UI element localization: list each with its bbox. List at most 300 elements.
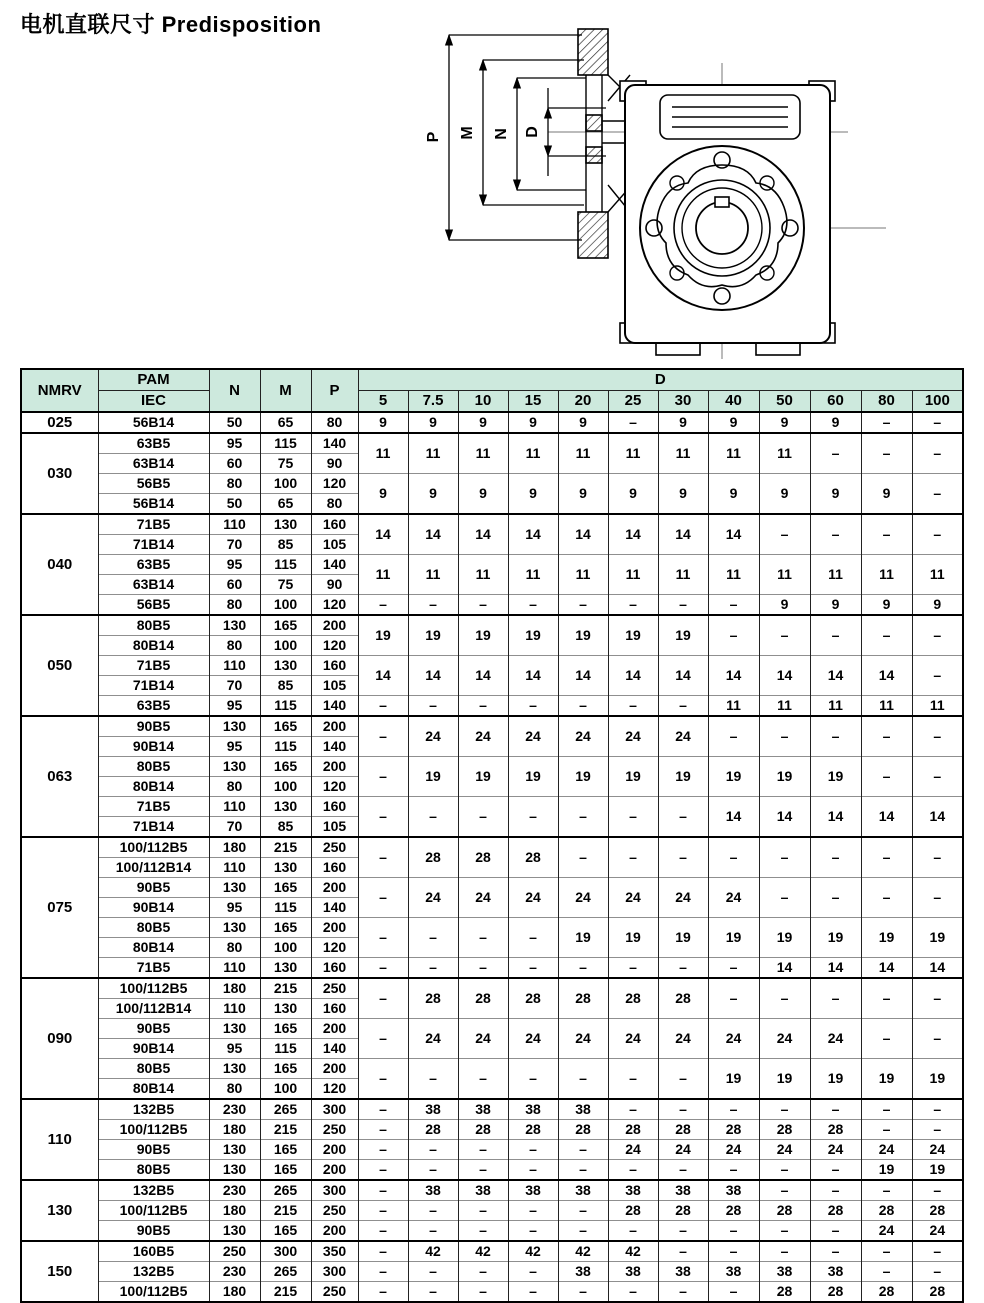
m-value-cell: 115 (260, 555, 311, 575)
m-value-cell: 165 (260, 615, 311, 636)
d-value-cell: 11 (759, 555, 810, 595)
m-value-cell: 265 (260, 1099, 311, 1120)
d-value-cell: 14 (508, 514, 558, 555)
n-value-cell: 250 (209, 1241, 260, 1262)
table-row (21, 656, 963, 676)
d-value-cell: – (658, 595, 708, 616)
d-value-cell: – (861, 1180, 912, 1201)
d-value-cell: 24 (658, 716, 708, 757)
d-value-cell: 14 (861, 958, 912, 979)
p-value-cell: 120 (311, 474, 358, 494)
d-value-cell: 19 (759, 757, 810, 797)
iec-flange-cell: 90B5 (98, 1221, 209, 1242)
d-value-cell: – (759, 1160, 810, 1181)
nmrv-size-cell: 063 (21, 716, 98, 837)
d-value-cell: 19 (708, 757, 759, 797)
p-value-cell: 140 (311, 737, 358, 757)
iec-flange-cell: 90B14 (98, 737, 209, 757)
d-value-cell: 9 (408, 412, 458, 433)
d-value-cell: – (508, 1160, 558, 1181)
m-value-cell: 215 (260, 1201, 311, 1221)
iec-flange-cell: 90B14 (98, 898, 209, 918)
n-value-cell: 130 (209, 1140, 260, 1160)
d-value-cell: 9 (458, 412, 508, 433)
d-value-cell: 28 (759, 1282, 810, 1303)
d-value-cell: 11 (608, 433, 658, 474)
dim-label-n: N (493, 128, 510, 140)
d-value-cell: 14 (658, 656, 708, 696)
iec-flange-cell: 80B5 (98, 1160, 209, 1181)
d-value-cell: – (810, 1241, 861, 1262)
n-value-cell: 180 (209, 1282, 260, 1303)
d-value-cell: – (508, 797, 558, 838)
d-value-cell: 24 (708, 1140, 759, 1160)
d-value-cell: – (861, 1120, 912, 1140)
d-value-cell: 14 (912, 958, 963, 979)
header-d-tick: 20 (558, 391, 608, 413)
p-value-cell: 160 (311, 656, 358, 676)
gearbox-technical-drawing (420, 25, 890, 363)
d-value-cell: 14 (759, 958, 810, 979)
n-value-cell: 180 (209, 1120, 260, 1140)
iec-flange-cell: 90B5 (98, 716, 209, 737)
d-value-cell: – (408, 1059, 458, 1100)
d-value-cell: – (508, 1140, 558, 1160)
header-d-tick: 10 (458, 391, 508, 413)
d-value-cell: – (358, 1059, 408, 1100)
d-value-cell: – (358, 716, 408, 757)
d-value-cell: – (912, 978, 963, 1019)
d-value-cell: 9 (358, 412, 408, 433)
m-value-cell: 215 (260, 1282, 311, 1303)
m-value-cell: 215 (260, 978, 311, 999)
d-value-cell: 38 (658, 1262, 708, 1282)
n-value-cell: 80 (209, 636, 260, 656)
d-value-cell: 24 (558, 1019, 608, 1059)
d-value-cell: – (912, 1099, 963, 1120)
d-value-cell: – (759, 837, 810, 878)
m-value-cell: 265 (260, 1180, 311, 1201)
d-value-cell: – (458, 1160, 508, 1181)
table-row (21, 1201, 963, 1221)
d-value-cell: – (608, 595, 658, 616)
iec-flange-cell: 80B14 (98, 777, 209, 797)
n-value-cell: 95 (209, 1039, 260, 1059)
p-value-cell: 250 (311, 1282, 358, 1303)
table-row (21, 797, 963, 817)
n-value-cell: 50 (209, 412, 260, 433)
p-value-cell: 105 (311, 817, 358, 838)
n-value-cell: 110 (209, 958, 260, 979)
iec-flange-cell: 71B14 (98, 676, 209, 696)
n-value-cell: 110 (209, 797, 260, 817)
n-value-cell: 80 (209, 1079, 260, 1100)
d-value-cell: – (861, 514, 912, 555)
d-value-cell: – (458, 918, 508, 958)
m-value-cell: 85 (260, 817, 311, 838)
d-value-cell: 38 (408, 1180, 458, 1201)
d-value-cell: 11 (861, 555, 912, 595)
d-value-cell: – (458, 1201, 508, 1221)
d-value-cell: – (708, 1221, 759, 1242)
d-value-cell: 9 (912, 595, 963, 616)
m-value-cell: 265 (260, 1262, 311, 1282)
p-value-cell: 250 (311, 837, 358, 858)
table-row (21, 1099, 963, 1120)
iec-flange-cell: 71B5 (98, 958, 209, 979)
d-value-cell: 14 (408, 514, 458, 555)
d-value-cell: 24 (508, 1019, 558, 1059)
d-value-cell: – (658, 1160, 708, 1181)
d-value-cell: 11 (708, 696, 759, 717)
nmrv-size-cell: 075 (21, 837, 98, 978)
d-value-cell: – (358, 757, 408, 797)
d-value-cell: 24 (708, 878, 759, 918)
table-row (21, 978, 963, 999)
iec-flange-cell: 100/112B5 (98, 1201, 209, 1221)
d-value-cell: 14 (608, 656, 658, 696)
d-value-cell: – (658, 1059, 708, 1100)
d-value-cell: – (861, 615, 912, 656)
p-value-cell: 120 (311, 938, 358, 958)
d-value-cell: – (810, 716, 861, 757)
d-value-cell: – (508, 958, 558, 979)
m-value-cell: 130 (260, 858, 311, 878)
header-d-tick: 30 (658, 391, 708, 413)
table-row (21, 412, 963, 433)
p-value-cell: 140 (311, 433, 358, 454)
table-row (21, 474, 963, 494)
d-value-cell: – (358, 1262, 408, 1282)
d-value-cell: 14 (558, 514, 608, 555)
d-value-cell: – (458, 797, 508, 838)
d-value-cell: – (358, 1180, 408, 1201)
d-value-cell: 19 (810, 757, 861, 797)
d-value-cell: – (358, 978, 408, 1019)
table-row (21, 1241, 963, 1262)
d-value-cell: – (708, 958, 759, 979)
d-value-cell: 19 (508, 757, 558, 797)
m-value-cell: 165 (260, 878, 311, 898)
d-value-cell: – (658, 696, 708, 717)
d-value-cell: – (759, 1099, 810, 1120)
d-value-cell: – (358, 1282, 408, 1303)
d-value-cell: – (810, 433, 861, 474)
n-value-cell: 110 (209, 656, 260, 676)
d-value-cell: – (558, 1201, 608, 1221)
m-value-cell: 165 (260, 716, 311, 737)
p-value-cell: 105 (311, 676, 358, 696)
d-value-cell: 28 (408, 978, 458, 1019)
p-value-cell: 120 (311, 636, 358, 656)
d-value-cell: 19 (708, 1059, 759, 1100)
dim-label-m: M (459, 126, 476, 140)
d-value-cell: 11 (408, 433, 458, 474)
d-value-cell: – (558, 1160, 608, 1181)
p-value-cell: 90 (311, 454, 358, 474)
d-value-cell: 14 (861, 656, 912, 696)
d-value-cell: 24 (508, 878, 558, 918)
d-value-cell: 19 (810, 918, 861, 958)
p-value-cell: 140 (311, 555, 358, 575)
d-value-cell: 14 (810, 797, 861, 838)
d-value-cell: 19 (912, 918, 963, 958)
d-value-cell: 24 (658, 1019, 708, 1059)
d-value-cell: 14 (759, 797, 810, 838)
d-value-cell: 19 (458, 615, 508, 656)
d-value-cell: – (558, 1282, 608, 1303)
d-value-cell: – (861, 1019, 912, 1059)
d-value-cell: 9 (810, 595, 861, 616)
d-value-cell: 11 (558, 555, 608, 595)
d-value-cell: – (912, 412, 963, 433)
iec-flange-cell: 100/112B5 (98, 1282, 209, 1303)
d-value-cell: 42 (458, 1241, 508, 1262)
d-value-cell: – (708, 595, 759, 616)
d-value-cell: – (458, 1140, 508, 1160)
d-value-cell: 9 (861, 595, 912, 616)
p-value-cell: 80 (311, 412, 358, 433)
d-value-cell: – (912, 1180, 963, 1201)
d-value-cell: – (810, 615, 861, 656)
iec-flange-cell: 63B5 (98, 433, 209, 454)
d-value-cell: 11 (608, 555, 658, 595)
d-value-cell: 38 (508, 1180, 558, 1201)
d-value-cell: – (408, 1262, 458, 1282)
m-value-cell: 85 (260, 676, 311, 696)
d-value-cell: 24 (408, 878, 458, 918)
n-value-cell: 110 (209, 999, 260, 1019)
m-value-cell: 300 (260, 1241, 311, 1262)
d-value-cell: – (358, 1019, 408, 1059)
d-value-cell: – (358, 1160, 408, 1181)
d-value-cell: – (912, 1019, 963, 1059)
header-d: D (358, 369, 963, 391)
m-value-cell: 65 (260, 412, 311, 433)
m-value-cell: 100 (260, 595, 311, 616)
n-value-cell: 95 (209, 898, 260, 918)
d-value-cell: – (708, 1160, 759, 1181)
d-value-cell: – (658, 1221, 708, 1242)
d-value-cell: 9 (408, 474, 458, 515)
table-row (21, 757, 963, 777)
d-value-cell: 19 (912, 1160, 963, 1181)
d-value-cell: 38 (708, 1180, 759, 1201)
d-value-cell: – (558, 837, 608, 878)
d-value-cell: 24 (861, 1140, 912, 1160)
d-value-cell: 28 (861, 1282, 912, 1303)
iec-flange-cell: 56B14 (98, 494, 209, 515)
d-value-cell: 19 (861, 1160, 912, 1181)
d-value-cell: 14 (810, 958, 861, 979)
d-value-cell: – (508, 1221, 558, 1242)
d-value-cell: – (658, 797, 708, 838)
d-value-cell: – (861, 1099, 912, 1120)
d-value-cell: 28 (759, 1201, 810, 1221)
d-value-cell: – (558, 958, 608, 979)
nmrv-size-cell: 030 (21, 433, 98, 514)
d-value-cell: 38 (708, 1262, 759, 1282)
m-value-cell: 130 (260, 999, 311, 1019)
d-value-cell: 24 (608, 1019, 658, 1059)
d-value-cell: 28 (708, 1201, 759, 1221)
d-value-cell: 11 (759, 433, 810, 474)
p-value-cell: 160 (311, 514, 358, 535)
m-value-cell: 165 (260, 757, 311, 777)
d-value-cell: 11 (458, 433, 508, 474)
d-value-cell: 38 (408, 1099, 458, 1120)
d-value-cell: 24 (608, 878, 658, 918)
iec-flange-cell: 132B5 (98, 1099, 209, 1120)
d-value-cell: 9 (759, 412, 810, 433)
n-value-cell: 130 (209, 1160, 260, 1181)
d-value-cell: 9 (759, 474, 810, 515)
d-value-cell: 14 (358, 514, 408, 555)
header-d-tick: 100 (912, 391, 963, 413)
n-value-cell: 130 (209, 1059, 260, 1079)
d-value-cell: 24 (608, 1140, 658, 1160)
p-value-cell: 140 (311, 696, 358, 717)
p-value-cell: 200 (311, 615, 358, 636)
m-value-cell: 100 (260, 777, 311, 797)
p-value-cell: 200 (311, 1221, 358, 1242)
d-value-cell: – (608, 1221, 658, 1242)
d-value-cell: 24 (861, 1221, 912, 1242)
iec-flange-cell: 71B5 (98, 514, 209, 535)
d-value-cell: – (358, 878, 408, 918)
d-value-cell: 11 (708, 433, 759, 474)
iec-flange-cell: 80B5 (98, 918, 209, 938)
d-value-cell: – (810, 878, 861, 918)
p-value-cell: 200 (311, 1160, 358, 1181)
d-value-cell: 28 (458, 978, 508, 1019)
d-value-cell: – (358, 837, 408, 878)
iec-flange-cell: 132B5 (98, 1180, 209, 1201)
n-value-cell: 180 (209, 837, 260, 858)
d-value-cell: – (912, 837, 963, 878)
d-value-cell: 24 (408, 716, 458, 757)
m-value-cell: 75 (260, 575, 311, 595)
n-value-cell: 230 (209, 1262, 260, 1282)
d-value-cell: – (759, 1241, 810, 1262)
p-value-cell: 120 (311, 1079, 358, 1100)
m-value-cell: 100 (260, 938, 311, 958)
d-value-cell: – (912, 1241, 963, 1262)
p-value-cell: 300 (311, 1262, 358, 1282)
d-value-cell: 38 (558, 1262, 608, 1282)
d-value-cell: – (558, 1059, 608, 1100)
iec-flange-cell: 100/112B5 (98, 1120, 209, 1140)
d-value-cell: – (408, 918, 458, 958)
d-value-cell: 28 (658, 1120, 708, 1140)
nmrv-size-cell: 150 (21, 1241, 98, 1302)
d-value-cell: 24 (458, 716, 508, 757)
d-value-cell: 14 (508, 656, 558, 696)
n-value-cell: 70 (209, 535, 260, 555)
p-value-cell: 200 (311, 1140, 358, 1160)
d-value-cell: 11 (912, 555, 963, 595)
p-value-cell: 200 (311, 1019, 358, 1039)
d-value-cell: 28 (558, 978, 608, 1019)
d-value-cell: – (912, 474, 963, 515)
header-d-tick: 80 (861, 391, 912, 413)
d-value-cell: 28 (508, 1120, 558, 1140)
d-value-cell: 11 (810, 555, 861, 595)
d-value-cell: – (408, 696, 458, 717)
table-row (21, 514, 963, 535)
page-title: 电机直联尺寸 Predisposition (20, 12, 322, 37)
p-value-cell: 200 (311, 878, 358, 898)
d-value-cell: 28 (810, 1201, 861, 1221)
d-value-cell: – (458, 958, 508, 979)
d-value-cell: – (759, 514, 810, 555)
iec-flange-cell: 63B5 (98, 696, 209, 717)
p-value-cell: 300 (311, 1099, 358, 1120)
d-value-cell: 9 (458, 474, 508, 515)
d-value-cell: – (458, 1221, 508, 1242)
d-value-cell: – (708, 716, 759, 757)
d-value-cell: 42 (508, 1241, 558, 1262)
iec-flange-cell: 71B14 (98, 535, 209, 555)
gearbox-drawing-svg (420, 25, 890, 363)
d-value-cell: 14 (658, 514, 708, 555)
d-value-cell: 11 (658, 433, 708, 474)
d-value-cell: 38 (810, 1262, 861, 1282)
d-value-cell: 28 (458, 1120, 508, 1140)
m-value-cell: 165 (260, 1059, 311, 1079)
iec-flange-cell: 71B5 (98, 797, 209, 817)
d-value-cell: – (861, 978, 912, 1019)
iec-flange-cell: 160B5 (98, 1241, 209, 1262)
header-p: P (311, 369, 358, 412)
nmrv-size-cell: 090 (21, 978, 98, 1099)
d-value-cell: 14 (408, 656, 458, 696)
d-value-cell: 14 (708, 514, 759, 555)
d-value-cell: 11 (558, 433, 608, 474)
d-value-cell: 11 (458, 555, 508, 595)
header-d-tick: 50 (759, 391, 810, 413)
n-value-cell: 130 (209, 1221, 260, 1242)
d-value-cell: – (458, 1262, 508, 1282)
n-value-cell: 60 (209, 454, 260, 474)
table-row (21, 1180, 963, 1201)
d-value-cell: – (558, 696, 608, 717)
d-value-cell: – (508, 1262, 558, 1282)
d-value-cell: – (608, 1059, 658, 1100)
d-value-cell: – (608, 1099, 658, 1120)
table-row (21, 1160, 963, 1181)
d-value-cell: – (358, 595, 408, 616)
d-value-cell: 9 (759, 595, 810, 616)
d-value-cell: – (408, 958, 458, 979)
d-value-cell: – (912, 878, 963, 918)
keyway (715, 197, 729, 207)
d-value-cell: – (358, 1221, 408, 1242)
d-value-cell: 24 (810, 1140, 861, 1160)
d-value-cell: – (408, 1140, 458, 1160)
d-value-cell: 28 (558, 1120, 608, 1140)
iec-flange-cell: 56B5 (98, 474, 209, 494)
m-value-cell: 130 (260, 514, 311, 535)
n-value-cell: 180 (209, 978, 260, 999)
n-value-cell: 130 (209, 716, 260, 737)
m-value-cell: 165 (260, 1221, 311, 1242)
header-d-tick: 7.5 (408, 391, 458, 413)
d-value-cell: – (658, 1241, 708, 1262)
d-value-cell: 11 (408, 555, 458, 595)
header-iec: IEC (98, 391, 209, 413)
d-value-cell: – (608, 837, 658, 878)
